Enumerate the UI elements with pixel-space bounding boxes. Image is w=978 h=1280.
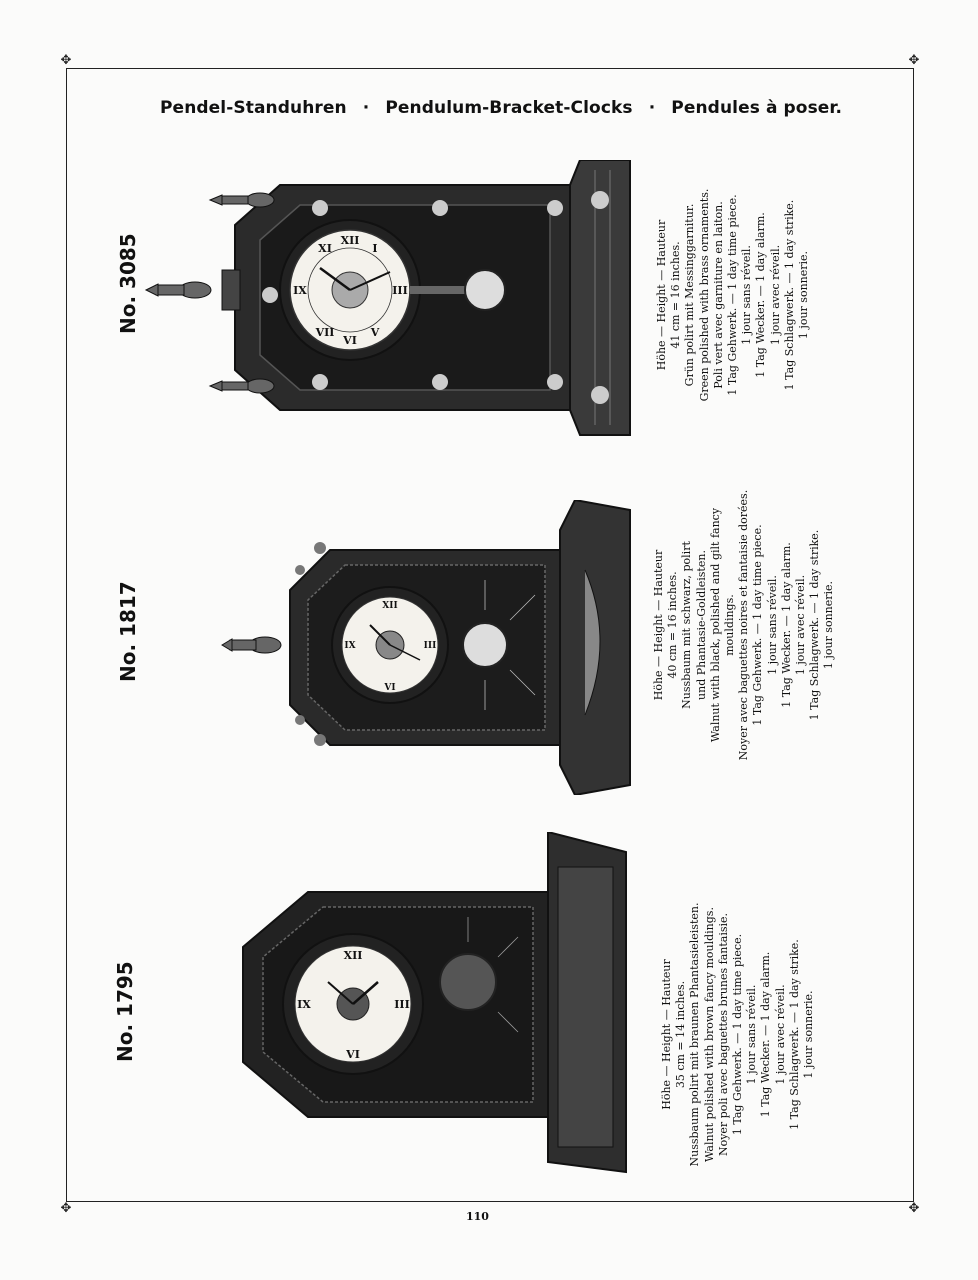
svg-text:III: III [423, 641, 437, 651]
svg-text:V: V [370, 326, 380, 339]
svg-text:XII: XII [340, 234, 360, 247]
svg-text:III: III [392, 284, 408, 297]
clock-description: Höhe — Height — Hauteur 40 cm = 16 inches. Nussbaum mit schwarz, polirt und Phantasie-Goldleisten. Walnut with black, polished and gilt fancy mouldings. Noyer avec baguettes noires et fantaisie dorées. 1 Tag Gehwerk. — 1 day time piece. 1 jour sans réveil. 1 Tag Wecker. — 1 day alarm. 1 jour avec réveil. 1 Tag Schlagwerk. — 1 day strike. 1 jour sonnerie. [652, 489, 836, 761]
bracket-clock-icon [228, 832, 633, 1177]
header-separator: · [362, 98, 370, 118]
svg-text:IX: IX [297, 998, 311, 1011]
svg-text:VI: VI [346, 1048, 360, 1061]
clock-description: Höhe — Height — Hauteur 41 cm = 16 inches. Grün polirt mit Messinggarnitur. Green polished with brass ornaments. Poli vert avec garniture en laiton. 1 Tag Gehwerk. — 1 day time piece. 1 jour sans réveil. 1 Tag Wecker. — 1 day alarm. 1 jour avec réveil. 1 Tag Schlagwerk. — 1 day strike. 1 jour sonnerie. [655, 188, 811, 402]
ornament-icon: ✥ [60, 53, 72, 68]
ornament-icon: ✥ [60, 1201, 72, 1216]
model-number: No. 3085 [116, 233, 140, 334]
page-header [160, 98, 843, 118]
svg-text:XII: XII [382, 601, 398, 611]
svg-text:IX: IX [344, 641, 356, 651]
svg-text:XII: XII [343, 949, 363, 962]
bracket-clock-icon [220, 500, 635, 795]
ornament-icon: ✥ [908, 53, 920, 68]
header-separator: · [648, 98, 656, 118]
model-number: No. 1817 [116, 581, 140, 682]
svg-text:VII: VII [315, 326, 335, 339]
svg-text:VI: VI [384, 683, 396, 693]
svg-text:VI: VI [343, 334, 357, 347]
header-french: Pendules à poser. [671, 98, 843, 118]
bracket-clock-icon [140, 160, 640, 440]
header-english: Pendulum-Bracket-Clocks [385, 98, 633, 118]
svg-text:I: I [372, 242, 378, 255]
page-number: 110 [466, 1210, 489, 1223]
svg-text:IX: IX [293, 284, 307, 297]
svg-text:III: III [394, 998, 410, 1011]
svg-text:XI: XI [318, 242, 332, 255]
clock-description: Höhe — Height — Hauteur 35 cm = 14 inches. Nussbaum polirt mit braunen Phantasieleisten. Walnut polished with brown fancy mouldings. Noyer poli avec baguettes brunes fantaisie. 1 Tag Gehwerk. — 1 day time piece. 1 jour sans réveil. 1 Tag Wecker. — 1 day alarm. 1 jour avec réveil. 1 Tag Schlagwerk. — 1 day strike. 1 jour sonnerie. [660, 902, 816, 1167]
model-number: No. 1795 [113, 961, 137, 1062]
ornament-icon: ✥ [908, 1201, 920, 1216]
header-german: Pendel-Standuhren [160, 98, 347, 118]
